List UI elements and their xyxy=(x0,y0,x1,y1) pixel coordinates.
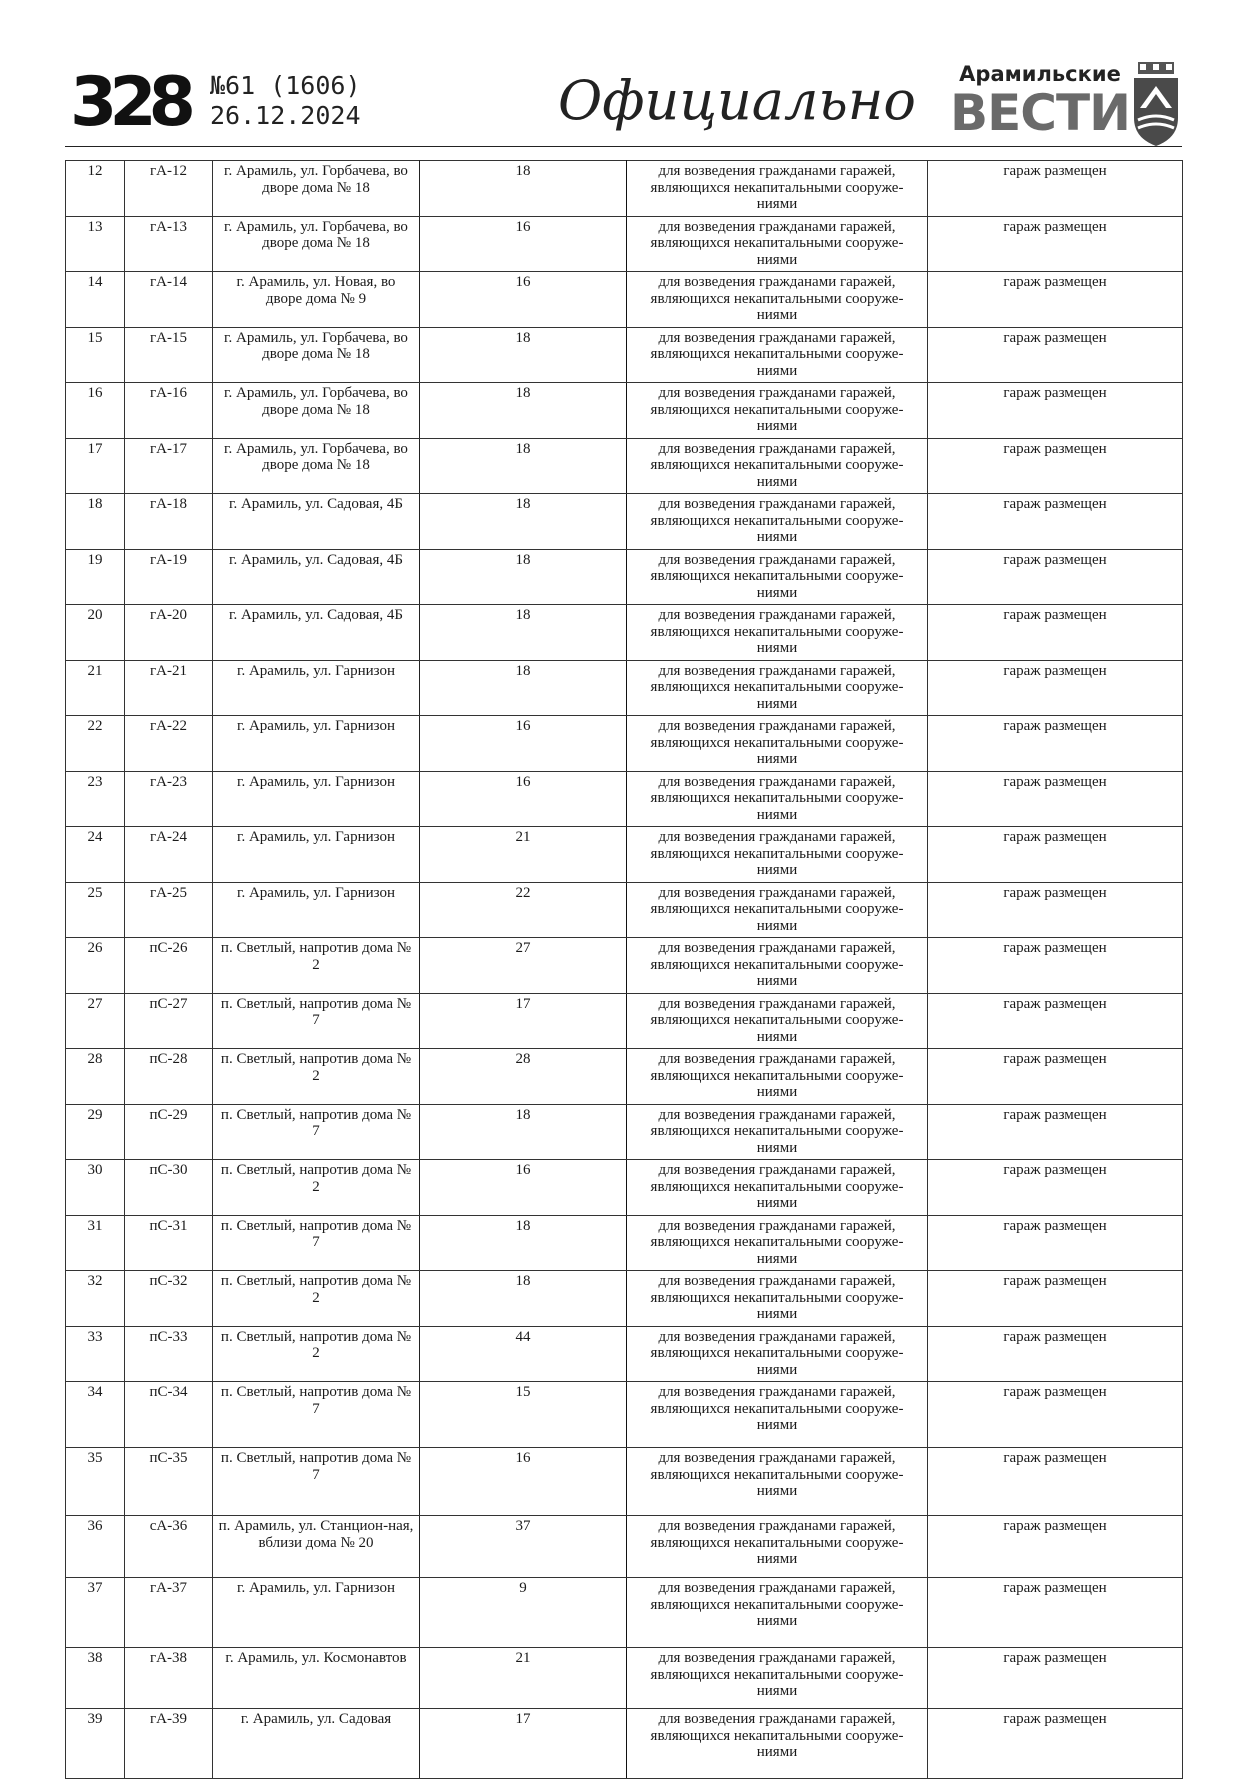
purpose-cell: для возведения гражданами гаражей, являющихся некапитальными сооруже-ниями xyxy=(627,660,928,716)
address-cell: г. Арамиль, ул. Садовая, 4Б xyxy=(213,549,420,605)
status-cell: гараж размещен xyxy=(928,1215,1183,1271)
plot-code: гА-21 xyxy=(125,660,213,716)
area-cell: 18 xyxy=(420,494,627,550)
purpose-cell: для возведения гражданами гаражей, являющихся некапитальными сооруже-ниями xyxy=(627,1326,928,1382)
address-cell: п. Светлый, напротив дома № 7 xyxy=(213,993,420,1049)
purpose-cell: для возведения гражданами гаражей, являющихся некапитальными сооруже-ниями xyxy=(627,1104,928,1160)
plot-code: гА-24 xyxy=(125,827,213,883)
row-number: 32 xyxy=(66,1271,125,1327)
area-cell: 16 xyxy=(420,716,627,772)
row-number: 29 xyxy=(66,1104,125,1160)
row-number: 21 xyxy=(66,660,125,716)
table-row xyxy=(66,494,1183,550)
purpose-cell: для возведения гражданами гаражей, являющихся некапитальными сооруже-ниями xyxy=(627,827,928,883)
status-cell: гараж размещен xyxy=(928,327,1183,383)
purpose-cell: для возведения гражданами гаражей, являющихся некапитальными сооруже-ниями xyxy=(627,716,928,772)
status-cell: гараж размещен xyxy=(928,1271,1183,1327)
status-cell: гараж размещен xyxy=(928,938,1183,994)
purpose-cell: для возведения гражданами гаражей, являющихся некапитальными сооруже-ниями xyxy=(627,605,928,661)
plot-code: пС-34 xyxy=(125,1382,213,1448)
purpose-cell: для возведения гражданами гаражей, являющихся некапитальными сооруже-ниями xyxy=(627,1578,928,1648)
row-number: 34 xyxy=(66,1382,125,1448)
area-cell: 18 xyxy=(420,1104,627,1160)
table-row xyxy=(66,1448,1183,1516)
plot-code: пС-35 xyxy=(125,1448,213,1516)
address-cell: п. Светлый, напротив дома № 2 xyxy=(213,1326,420,1382)
row-number: 27 xyxy=(66,993,125,1049)
status-cell: гараж размещен xyxy=(928,660,1183,716)
area-cell: 18 xyxy=(420,383,627,439)
page-number: 328 xyxy=(70,63,188,142)
address-cell: п. Светлый, напротив дома № 2 xyxy=(213,1049,420,1105)
address-cell: г. Арамиль, ул. Горбачева, во дворе дома № 18 xyxy=(213,216,420,272)
row-number: 16 xyxy=(66,383,125,439)
table-row xyxy=(66,216,1183,272)
purpose-cell: для возведения гражданами гаражей, являющихся некапитальными сооруже-ниями xyxy=(627,1709,928,1779)
status-cell: гараж размещен xyxy=(928,1578,1183,1648)
area-cell: 18 xyxy=(420,438,627,494)
plot-code: гА-23 xyxy=(125,771,213,827)
section-title: Официально xyxy=(558,69,916,132)
purpose-cell: для возведения гражданами гаражей, являющихся некапитальными сооруже-ниями xyxy=(627,549,928,605)
table-row xyxy=(66,716,1183,772)
purpose-cell: для возведения гражданами гаражей, являющихся некапитальными сооруже-ниями xyxy=(627,327,928,383)
address-cell: г. Арамиль, ул. Горбачева, во дворе дома № 18 xyxy=(213,327,420,383)
row-number: 39 xyxy=(66,1709,125,1779)
table-row xyxy=(66,605,1183,661)
area-cell: 18 xyxy=(420,327,627,383)
table-row xyxy=(66,1326,1183,1382)
page-header xyxy=(70,60,1182,148)
plot-code: пС-31 xyxy=(125,1215,213,1271)
plot-code: гА-37 xyxy=(125,1578,213,1648)
plot-code: гА-17 xyxy=(125,438,213,494)
status-cell: гараж размещен xyxy=(928,993,1183,1049)
address-cell: п. Светлый, напротив дома № 2 xyxy=(213,938,420,994)
plot-code: пС-33 xyxy=(125,1326,213,1382)
row-number: 25 xyxy=(66,882,125,938)
address-cell: п. Светлый, напротив дома № 2 xyxy=(213,1160,420,1216)
row-number: 19 xyxy=(66,549,125,605)
status-cell: гараж размещен xyxy=(928,827,1183,883)
address-cell: г. Арамиль, ул. Горбачева, во дворе дома № 18 xyxy=(213,438,420,494)
row-number: 24 xyxy=(66,827,125,883)
row-number: 14 xyxy=(66,272,125,328)
table-row xyxy=(66,1709,1183,1779)
garage-register-table xyxy=(65,160,1183,1779)
row-number: 38 xyxy=(66,1648,125,1709)
plot-code: пС-26 xyxy=(125,938,213,994)
plot-code: пС-28 xyxy=(125,1049,213,1105)
area-cell: 21 xyxy=(420,827,627,883)
address-cell: г. Арамиль, ул. Горбачева, во дворе дома № 18 xyxy=(213,161,420,217)
issue-number: №61 (1606) xyxy=(210,71,361,100)
table-row xyxy=(66,327,1183,383)
address-cell: п. Светлый, напротив дома № 7 xyxy=(213,1104,420,1160)
status-cell: гараж размещен xyxy=(928,1516,1183,1578)
table-row xyxy=(66,383,1183,439)
status-cell: гараж размещен xyxy=(928,1326,1183,1382)
purpose-cell: для возведения гражданами гаражей, являющихся некапитальными сооруже-ниями xyxy=(627,771,928,827)
newspaper-logo xyxy=(950,62,1130,142)
row-number: 37 xyxy=(66,1578,125,1648)
status-cell: гараж размещен xyxy=(928,272,1183,328)
status-cell: гараж размещен xyxy=(928,771,1183,827)
row-number: 33 xyxy=(66,1326,125,1382)
area-cell: 18 xyxy=(420,1271,627,1327)
area-cell: 16 xyxy=(420,272,627,328)
row-number: 28 xyxy=(66,1049,125,1105)
area-cell: 16 xyxy=(420,1160,627,1216)
row-number: 36 xyxy=(66,1516,125,1578)
plot-code: гА-20 xyxy=(125,605,213,661)
logo-top-text: Арамильские xyxy=(959,62,1121,86)
status-cell: гараж размещен xyxy=(928,438,1183,494)
purpose-cell: для возведения гражданами гаражей, являющихся некапитальными сооруже-ниями xyxy=(627,272,928,328)
purpose-cell: для возведения гражданами гаражей, являющихся некапитальными сооруже-ниями xyxy=(627,882,928,938)
area-cell: 15 xyxy=(420,1382,627,1448)
address-cell: г. Арамиль, ул. Садовая xyxy=(213,1709,420,1779)
address-cell: п. Арамиль, ул. Станцион-ная, вблизи дома № 20 xyxy=(213,1516,420,1578)
table-row xyxy=(66,272,1183,328)
logo-main-text: ВЕСТИ xyxy=(950,84,1130,142)
address-cell: г. Арамиль, ул. Садовая, 4Б xyxy=(213,494,420,550)
area-cell: 9 xyxy=(420,1578,627,1648)
purpose-cell: для возведения гражданами гаражей, являющихся некапитальными сооруже-ниями xyxy=(627,1516,928,1578)
purpose-cell: для возведения гражданами гаражей, являющихся некапитальными сооруже-ниями xyxy=(627,161,928,217)
row-number: 22 xyxy=(66,716,125,772)
address-cell: г. Арамиль, ул. Гарнизон xyxy=(213,827,420,883)
plot-code: гА-18 xyxy=(125,494,213,550)
status-cell: гараж размещен xyxy=(928,605,1183,661)
issue-date: 26.12.2024 xyxy=(210,101,361,130)
plot-code: пС-27 xyxy=(125,993,213,1049)
address-cell: г. Арамиль, ул. Горбачева, во дворе дома № 18 xyxy=(213,383,420,439)
table-body xyxy=(66,161,1183,1779)
table-row xyxy=(66,993,1183,1049)
plot-code: пС-32 xyxy=(125,1271,213,1327)
plot-code: гА-39 xyxy=(125,1709,213,1779)
status-cell: гараж размещен xyxy=(928,716,1183,772)
row-number: 26 xyxy=(66,938,125,994)
address-cell: п. Светлый, напротив дома № 2 xyxy=(213,1271,420,1327)
row-number: 20 xyxy=(66,605,125,661)
area-cell: 44 xyxy=(420,1326,627,1382)
plot-code: гА-15 xyxy=(125,327,213,383)
status-cell: гараж размещен xyxy=(928,1160,1183,1216)
status-cell: гараж размещен xyxy=(928,549,1183,605)
area-cell: 18 xyxy=(420,605,627,661)
table-row xyxy=(66,771,1183,827)
area-cell: 37 xyxy=(420,1516,627,1578)
table-row xyxy=(66,549,1183,605)
purpose-cell: для возведения гражданами гаражей, являющихся некапитальными сооруже-ниями xyxy=(627,1049,928,1105)
area-cell: 18 xyxy=(420,161,627,217)
status-cell: гараж размещен xyxy=(928,494,1183,550)
row-number: 12 xyxy=(66,161,125,217)
area-cell: 18 xyxy=(420,1215,627,1271)
purpose-cell: для возведения гражданами гаражей, являющихся некапитальными сооруже-ниями xyxy=(627,1382,928,1448)
area-cell: 16 xyxy=(420,771,627,827)
plot-code: пС-29 xyxy=(125,1104,213,1160)
row-number: 35 xyxy=(66,1448,125,1516)
status-cell: гараж размещен xyxy=(928,882,1183,938)
purpose-cell: для возведения гражданами гаражей, являющихся некапитальными сооруже-ниями xyxy=(627,1215,928,1271)
address-cell: г. Арамиль, ул. Космонавтов xyxy=(213,1648,420,1709)
purpose-cell: для возведения гражданами гаражей, являющихся некапитальными сооруже-ниями xyxy=(627,993,928,1049)
status-cell: гараж размещен xyxy=(928,161,1183,217)
area-cell: 16 xyxy=(420,1448,627,1516)
area-cell: 28 xyxy=(420,1049,627,1105)
table-row xyxy=(66,161,1183,217)
table-row xyxy=(66,1271,1183,1327)
purpose-cell: для возведения гражданами гаражей, являющихся некапитальными сооруже-ниями xyxy=(627,1448,928,1516)
area-cell: 18 xyxy=(420,549,627,605)
plot-code: гА-25 xyxy=(125,882,213,938)
status-cell: гараж размещен xyxy=(928,1382,1183,1448)
plot-code: сА-36 xyxy=(125,1516,213,1578)
purpose-cell: для возведения гражданами гаражей, являющихся некапитальными сооруже-ниями xyxy=(627,494,928,550)
status-cell: гараж размещен xyxy=(928,1709,1183,1779)
table-row xyxy=(66,938,1183,994)
table-row xyxy=(66,827,1183,883)
plot-code: гА-22 xyxy=(125,716,213,772)
status-cell: гараж размещен xyxy=(928,1648,1183,1709)
table-row xyxy=(66,1160,1183,1216)
area-cell: 21 xyxy=(420,1648,627,1709)
row-number: 23 xyxy=(66,771,125,827)
plot-code: гА-16 xyxy=(125,383,213,439)
table-row xyxy=(66,1049,1183,1105)
area-cell: 18 xyxy=(420,660,627,716)
header-rule xyxy=(65,146,1182,147)
address-cell: г. Арамиль, ул. Садовая, 4Б xyxy=(213,605,420,661)
address-cell: г. Арамиль, ул. Гарнизон xyxy=(213,716,420,772)
table-row xyxy=(66,882,1183,938)
area-cell: 22 xyxy=(420,882,627,938)
plot-code: гА-12 xyxy=(125,161,213,217)
row-number: 15 xyxy=(66,327,125,383)
table-row xyxy=(66,1382,1183,1448)
purpose-cell: для возведения гражданами гаражей, являющихся некапитальными сооруже-ниями xyxy=(627,438,928,494)
area-cell: 17 xyxy=(420,993,627,1049)
status-cell: гараж размещен xyxy=(928,1104,1183,1160)
status-cell: гараж размещен xyxy=(928,1448,1183,1516)
table-row xyxy=(66,438,1183,494)
status-cell: гараж размещен xyxy=(928,216,1183,272)
purpose-cell: для возведения гражданами гаражей, являющихся некапитальными сооруже-ниями xyxy=(627,383,928,439)
address-cell: п. Светлый, напротив дома № 7 xyxy=(213,1215,420,1271)
table-row xyxy=(66,1648,1183,1709)
coat-of-arms-icon xyxy=(1130,60,1182,148)
address-cell: п. Светлый, напротив дома № 7 xyxy=(213,1448,420,1516)
row-number: 30 xyxy=(66,1160,125,1216)
purpose-cell: для возведения гражданами гаражей, являющихся некапитальными сооруже-ниями xyxy=(627,1271,928,1327)
address-cell: г. Арамиль, ул. Гарнизон xyxy=(213,882,420,938)
status-cell: гараж размещен xyxy=(928,1049,1183,1105)
row-number: 31 xyxy=(66,1215,125,1271)
table-row xyxy=(66,1104,1183,1160)
plot-code: пС-30 xyxy=(125,1160,213,1216)
plot-code: гА-19 xyxy=(125,549,213,605)
address-cell: г. Арамиль, ул. Гарнизон xyxy=(213,771,420,827)
table-row xyxy=(66,660,1183,716)
row-number: 18 xyxy=(66,494,125,550)
purpose-cell: для возведения гражданами гаражей, являющихся некапитальными сооруже-ниями xyxy=(627,938,928,994)
address-cell: п. Светлый, напротив дома № 7 xyxy=(213,1382,420,1448)
status-cell: гараж размещен xyxy=(928,383,1183,439)
row-number: 13 xyxy=(66,216,125,272)
plot-code: гА-38 xyxy=(125,1648,213,1709)
address-cell: г. Арамиль, ул. Гарнизон xyxy=(213,1578,420,1648)
table-row xyxy=(66,1215,1183,1271)
table-row xyxy=(66,1578,1183,1648)
address-cell: г. Арамиль, ул. Гарнизон xyxy=(213,660,420,716)
plot-code: гА-14 xyxy=(125,272,213,328)
purpose-cell: для возведения гражданами гаражей, являющихся некапитальными сооруже-ниями xyxy=(627,216,928,272)
purpose-cell: для возведения гражданами гаражей, являющихся некапитальными сооруже-ниями xyxy=(627,1160,928,1216)
area-cell: 27 xyxy=(420,938,627,994)
purpose-cell: для возведения гражданами гаражей, являющихся некапитальными сооруже-ниями xyxy=(627,1648,928,1709)
area-cell: 16 xyxy=(420,216,627,272)
address-cell: г. Арамиль, ул. Новая, во дворе дома № 9 xyxy=(213,272,420,328)
table-row xyxy=(66,1516,1183,1578)
plot-code: гА-13 xyxy=(125,216,213,272)
row-number: 17 xyxy=(66,438,125,494)
area-cell: 17 xyxy=(420,1709,627,1779)
